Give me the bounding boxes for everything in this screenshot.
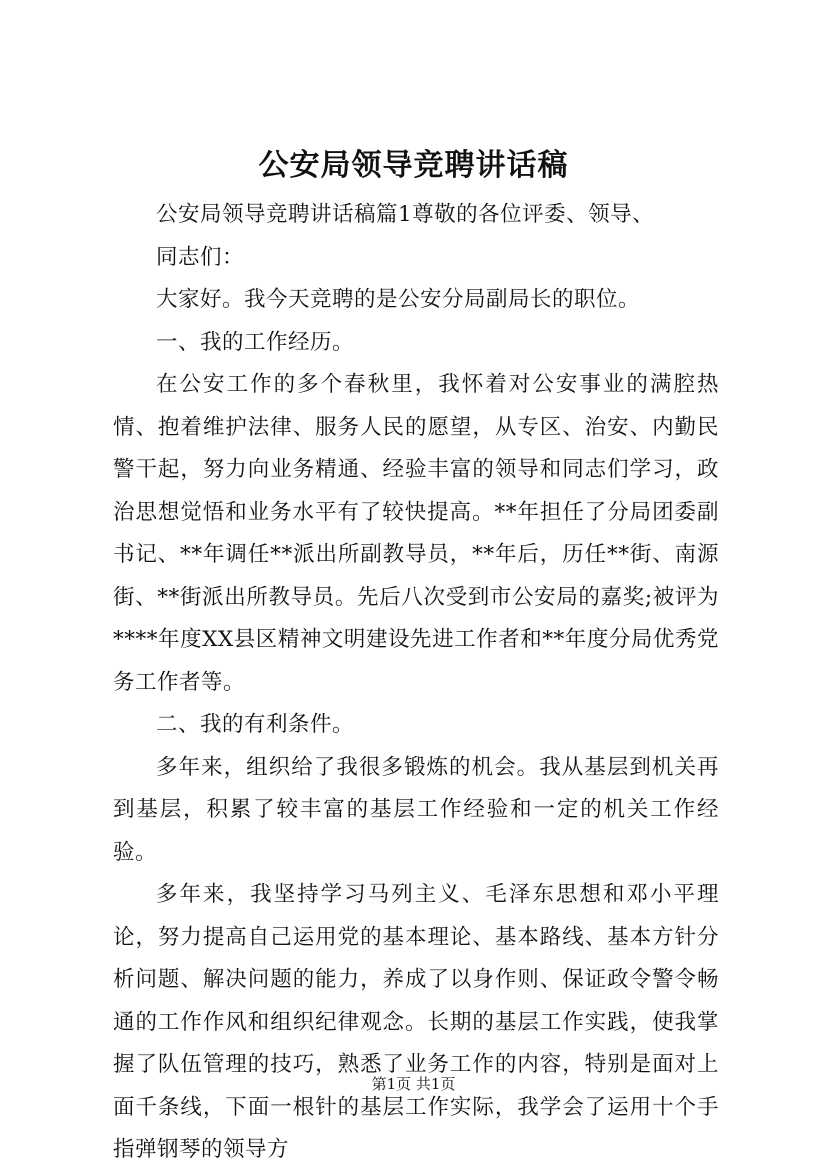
section-heading-work-experience: 一、我的工作经历。 xyxy=(156,329,355,355)
section-heading-advantages: 二、我的有利条件。 xyxy=(156,712,355,737)
paragraph-intro: 大家好。我今天竞聘的是公安分局副局长的职位。 xyxy=(156,287,641,312)
paragraph-work-experience: 在公安工作的多个春秋里，我怀着对公安事业的满腔热情、抱着维护法律、服务人民的愿望，从专区、治安、内勤民警干起，努力向业务精通、经验丰富的领导和同志们学习，政治思想觉悟和业务水平有了较快提高。**年担任了分局团委副书记、**年调任**派出所副教导员，**年后，历任**街、南源街、**街派出所教导员。先后八次受到市公安局的嘉奖;被评为****年度XX县区精神文明建设先进工作者和**年度分局优秀党务工作者等。 xyxy=(113,372,719,695)
page-footer: 第1页 共1页 xyxy=(371,1075,456,1093)
paragraph-salutation: 同志们： xyxy=(156,244,245,270)
document-body xyxy=(113,194,719,1172)
paragraph-advantages-2: 多年来，我坚持学习马列主义、毛泽东思想和邓小平理论，努力提高自己运用党的基本理论、基本路线、基本方针分析问题、解决问题的能力，养成了以身作则、保证政令警令畅通的工作作风和组织纪律观念。长期的基层工作实践，使我掌握了队伍管理的技巧，熟悉了业务工作的内容，特别是面对上面千条线，下面一根针的基层工作实际，我学会了运用十个手指弹钢琴的领导方 xyxy=(113,882,719,1162)
paragraph-greeting: 公安局领导竞聘讲话稿篇1尊敬的各位评委、领导、 xyxy=(156,202,655,227)
document-title: 公安局领导竞聘讲话稿 xyxy=(258,148,569,183)
paragraph-advantages-1: 多年来，组织给了我很多锻炼的机会。我从基层到机关再到基层，积累了较丰富的基层工作经验和一定的机关工作经验。 xyxy=(113,754,719,865)
